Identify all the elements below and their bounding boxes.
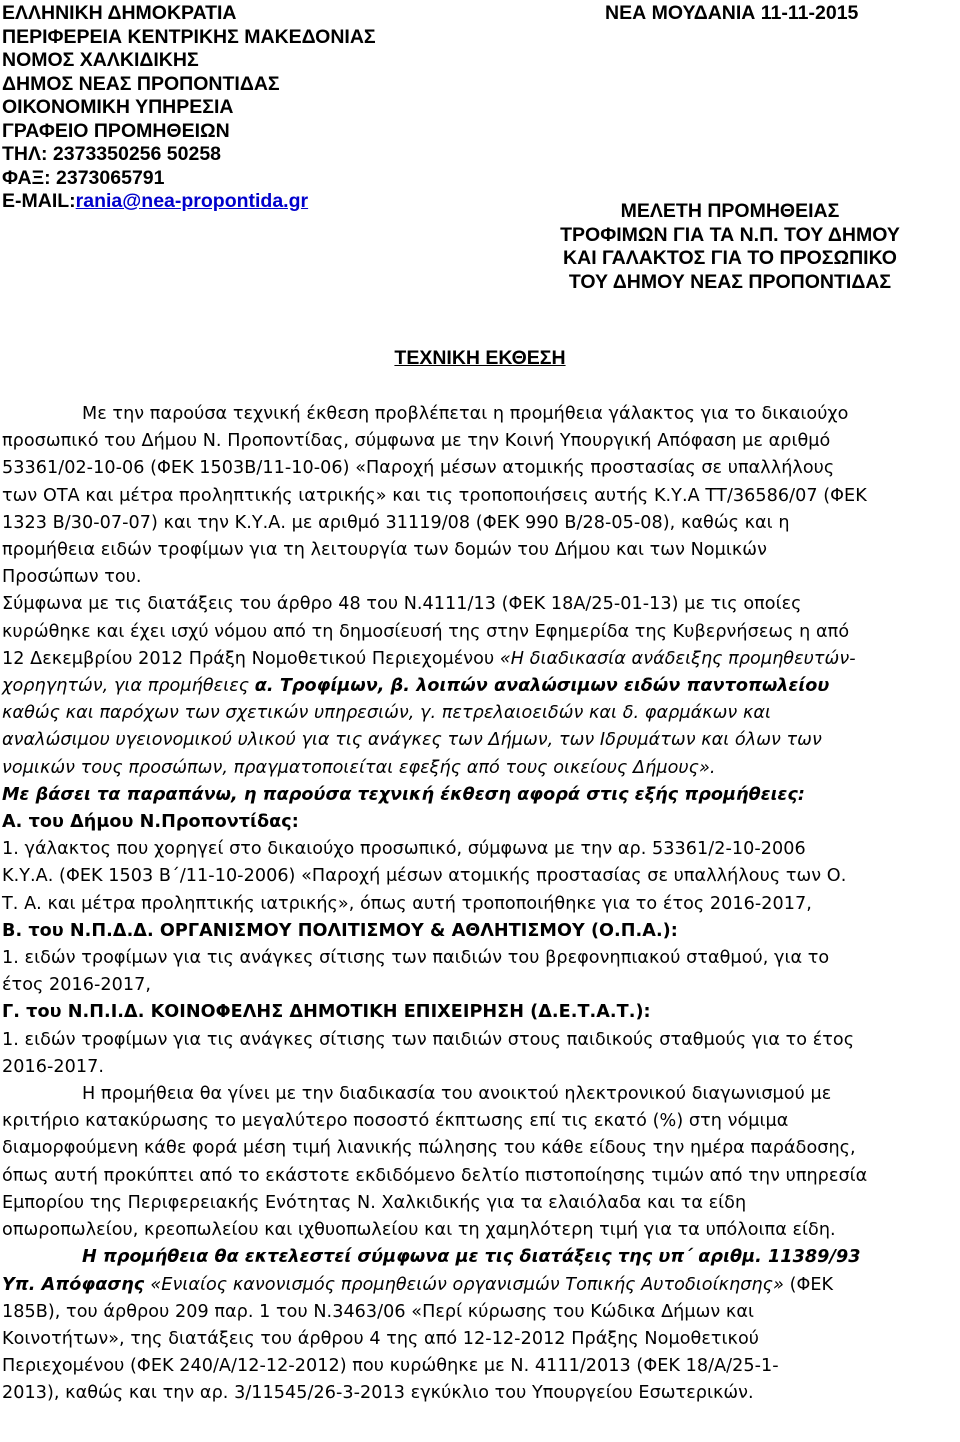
summary-line: Με βάσει τα παραπάνω, η παρούσα τεχνική έκθεση αφορά στις εξής προμήθειες:: [2, 784, 805, 805]
header-line: ΕΛΛΗΝΙΚΗ ΔΗΜΟΚΡΑΤΙΑ: [2, 2, 237, 24]
paragraph-line: νομικών τους προσώπων, πραγματοποιείται εφεξής από τους οικείους Δήμους».: [2, 757, 716, 778]
paragraph-line: διαμορφούμενη κάθε φορά μέση τιμή λιανικής πώλησης του κάθε είδους την ημέρα παράδοσης,: [2, 1138, 856, 1159]
header-line: ΠΕΡΙΦΕΡΕΙΑ ΚΕΝΤΡΙΚΗΣ ΜΑΚΕΔΟΝΙΑΣ: [2, 25, 376, 48]
paragraph-line: κριτήριο κατακύρωσης το μεγαλύτερο ποσοστό έκπτωσης επί τις εκατό (%) στη νόμιμα: [2, 1111, 789, 1132]
paragraph-line: Κοινοτήτων», της διατάξεις του άρθρου 4 της από 12-12-2012 Πράξης Νομοθετικού: [2, 1328, 759, 1349]
text-run: (ΦΕΚ: [783, 1274, 834, 1295]
paragraph-line: Η προμήθεια θα εκτελεστεί σύμφωνα με τις διατάξεις της υπ΄ αριθμ. 11389/93: [82, 1247, 861, 1268]
paragraph-line: Κ.Υ.Α. (ΦΕΚ 1503 Β΄/11-10-2006) «Παροχή μέσων ατομικής προστασίας σε υπαλλήλους των Ο.: [2, 866, 847, 887]
study-title-line: ΤΟΥ ΔΗΜΟΥ ΝΕΑΣ ΠΡΟΠΟΝΤΙΔΑΣ: [568, 270, 892, 293]
paragraph-line: [2, 646, 958, 673]
paragraph-line: προμήθεια ειδών τροφίμων για τη λειτουργία των δομών του Δήμου και των Νομικών: [2, 540, 767, 561]
section-a-title: Α. του Δήμου Ν.Προποντίδας:: [2, 812, 299, 833]
italic-text-run: «Η διαδικασία ανάδειξης προμηθευτών-: [499, 648, 856, 669]
bold-italic-text-run: α. Τροφίμων, β. λοιπών αναλώσιμων ειδών παντοπωλείου: [254, 676, 830, 697]
paragraph-line: 2013), καθώς και την αρ. 3/11545/26-3-2013 εγκύκλιο του Υπουργείου Εσωτερικών.: [2, 1383, 754, 1404]
paragraph-line: κυρώθηκε και έχει ισχύ νόμου από τη δημοσίευσή της στην Εφημερίδα της Κυβερνήσεως η από: [2, 621, 850, 642]
header-line: ΓΡΑΦΕΙΟ ΠΡΟΜΗΘΕΙΩΝ: [2, 119, 230, 142]
study-title-line: ΜΕΛΕΤΗ ΠΡΟΜΗΘΕΙΑΣ: [620, 200, 840, 222]
paragraph-line: 185Β), του άρθρου 209 παρ. 1 του Ν.3463/06 «Περί κύρωσης του Κώδικα Δήμων και: [2, 1301, 754, 1322]
paragraph-line: [2, 673, 958, 700]
paragraph-line: Η προμήθεια θα γίνει με την διαδικασία του ανοικτού ηλεκτρονικού διαγωνισμού με: [82, 1084, 832, 1105]
paragraph-line: των ΟΤΑ και μέτρα προληπτικής ιατρικής» και τις τροποποιήσεις αυτής Κ.Υ.Α ΤΤ/36586/07 (ΦΕΚ: [2, 485, 867, 506]
header-line: ΔΗΜΟΣ ΝΕΑΣ ΠΡΟΠΟΝΤΙΔΑΣ: [2, 72, 280, 95]
document-body: [2, 401, 958, 1408]
email-line: [2, 190, 442, 214]
paragraph-line: όπως αυτή προκύπτει από το εκάστοτε εκδιδόμενο δελτίο πιστοποίησης τιμών από την υπηρεσία: [2, 1165, 868, 1186]
study-title-line: ΚΑΙ ΓΑΛΑΚΤΟΣ ΓΙΑ ΤΟ ΠΡΟΣΩΠΙΚΟ: [563, 247, 897, 269]
paragraph-line: 53361/02-10-06 (ΦΕΚ 1503Β/11-10-06) «Παροχή μέσων ατομικής προστασίας σε υπαλλήλους: [2, 458, 835, 479]
header-line: ΝΟΜΟΣ ΧΑΛΚΙΔΙΚΗΣ: [2, 49, 199, 71]
study-title-line: ΤΡΟΦΙΜΩΝ ΓΙΑ ΤΑ Ν.Π. ΤΟΥ ΔΗΜΟΥ: [560, 223, 900, 246]
fax-line: ΦΑΞ: 2373065791: [2, 166, 165, 189]
paragraph-line: 1. ειδών τροφίμων για τις ανάγκες σίτισης των παιδιών στους παιδικούς σταθμούς για το έτος: [2, 1029, 855, 1050]
paragraph-line: αναλώσιμου υγειονομικού υλικού για τις ανάγκες των Δήμων, των Ιδρυμάτων και όλων των: [2, 730, 822, 751]
paragraph-line: 1323 Β/30-07-07) και την Κ.Υ.Α. με αριθμό 31119/08 (ΦΕΚ 990 Β/28-05-08), καθώς και η: [2, 512, 790, 533]
paragraph-line: Προσώπων του.: [2, 567, 142, 588]
paragraph-line: καθώς και παρόχων των σχετικών υπηρεσιών, γ. πετρελαιοειδών και δ. φαρμάκων και: [2, 703, 772, 724]
section-c-title: Γ. του Ν.Π.Ι.Δ. ΚΟΙΝΟΦΕΛΗΣ ΔΗΜΟΤΙΚΗ ΕΠΙΧΕΙΡΗΣΗ (Δ.Ε.Τ.Α.Τ.):: [2, 1002, 651, 1023]
email-link[interactable]: rania@nea-propontida.gr: [75, 190, 309, 212]
document-date: ΝΕΑ ΜΟΥΔΑΝΙΑ 11-11-2015: [605, 2, 859, 24]
phone-line: ΤΗΛ: 2373350256 50258: [2, 143, 222, 165]
document-title-text: ΤΕΧΝΙΚΗ ΕΚΘΕΣΗ: [394, 347, 566, 369]
paragraph-line: προσωπικό του Δήμου Ν. Προποντίδας, σύμφωνα με την Κοινή Υπουργική Απόφαση με αριθμό: [2, 431, 831, 452]
italic-text-run: «Ενιαίος κανονισμός προμηθειών οργανισμών Τοπικής Αυτοδιοίκησης»: [150, 1274, 784, 1295]
paragraph-line: Τ. Α. και μέτρα προληπτικής ιατρικής», όπως αυτή τροποποιήθηκε για το έτος 2016-2017,: [2, 893, 812, 914]
header-line: ΟΙΚΟΝΟΜΙΚΗ ΥΠΗΡΕΣΙΑ: [2, 96, 234, 118]
paragraph-line: 1. γάλακτος που χορηγεί στο δικαιούχο προσωπικό, σύμφωνα με την αρ. 53361/2-10-2006: [2, 839, 806, 860]
document-title: [0, 346, 960, 370]
text-run: 12 Δεκεμβρίου 2012 Πράξη Νομοθετικού Περιεχομένου: [2, 648, 500, 669]
paragraph-line: οπωροπωλείου, κρεοπωλείου και ιχθυοπωλείου και τη χαμηλότερη τιμή για τα υπόλοιπα είδη.: [2, 1220, 836, 1241]
paragraph-line: έτος 2016-2017,: [2, 975, 152, 996]
italic-text-run: χορηγητών, για προμήθειες: [2, 676, 255, 697]
paragraph-line: 1. ειδών τροφίμων για τις ανάγκες σίτισης των παιδιών του βρεφονηπιακού σταθμού, για το: [2, 948, 830, 969]
paragraph-line: Σύμφωνα με τις διατάξεις του άρθρο 48 του Ν.4111/13 (ΦΕΚ 18Α/25-01-13) με τις οποίες: [2, 594, 802, 615]
paragraph-line: Με την παρούσα τεχνική έκθεση προβλέπεται η προμήθεια γάλακτος για το δικαιούχο: [82, 404, 849, 424]
bold-italic-text-run: Υπ. Απόφασης: [2, 1274, 151, 1295]
email-label: E-MAIL:: [2, 190, 76, 212]
sender-header: [2, 2, 442, 214]
section-b-title: Β. του Ν.Π.Δ.Δ. ΟΡΓΑΝΙΣΜΟΥ ΠΟΛΙΤΙΣΜΟΥ & ΑΘΛΗΤΙΣΜΟΥ (Ο.Π.Α.):: [2, 920, 678, 941]
paragraph-line: [2, 1272, 958, 1299]
paragraph-line: Περιεχομένου (ΦΕΚ 240/Α/12-12-2012) που κυρώθηκε με Ν. 4111/2013 (ΦΕΚ 18/Α/25-1-: [2, 1356, 779, 1377]
paragraph-line: 2016-2017.: [2, 1056, 104, 1077]
study-title-block: [520, 200, 940, 294]
paragraph-line: Εμπορίου της Περιφερειακής Ενότητας Ν. Χαλκιδικής για τα ελαιόλαδα και τα είδη: [2, 1192, 747, 1213]
